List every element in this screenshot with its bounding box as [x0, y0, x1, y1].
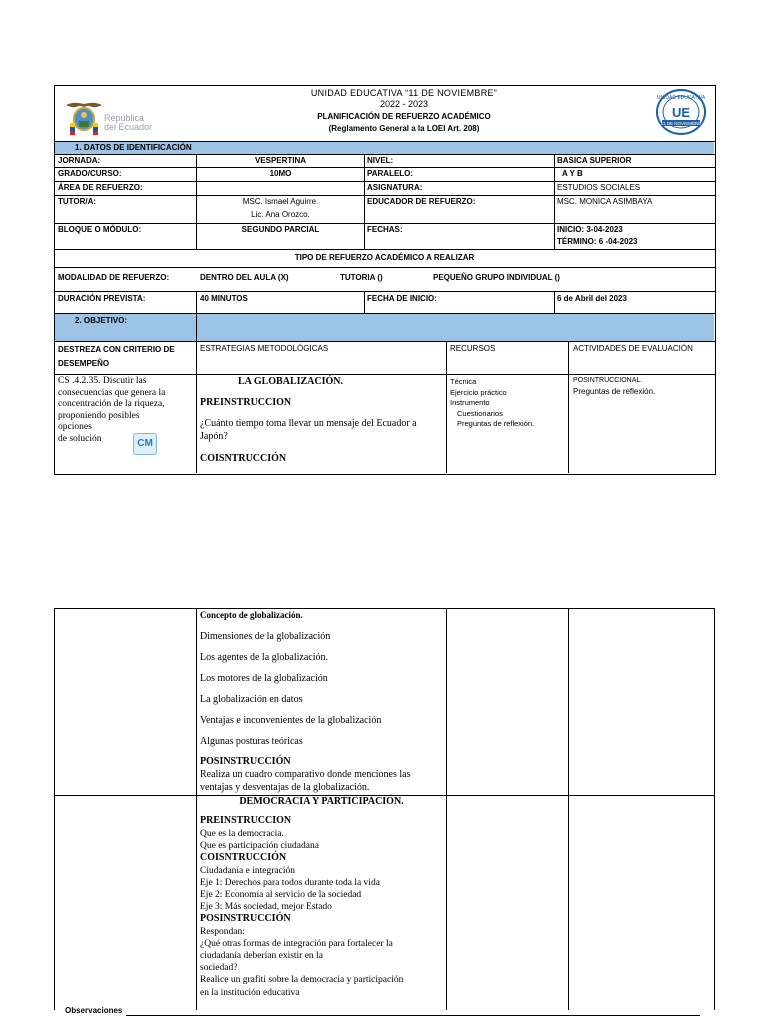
globalizacion-item-2: Los agentes de la globalización. — [200, 652, 329, 663]
posinstruccion-line-1: Realiza un cuadro comparativo donde menciones las — [200, 769, 411, 780]
paralelo-label: PARALELO: — [367, 169, 414, 178]
tutor-value-1: MSC. Ismael Aguirre. — [242, 197, 319, 206]
svg-text:UNIDAD EDUCATIVA: UNIDAD EDUCATIVA — [656, 95, 706, 101]
topic-globalizacion: LA GLOBALIZACIÓN. — [237, 376, 344, 387]
col-destreza-header: DESTREZA CON CRITERIO DE DESEMPEÑO — [58, 345, 175, 368]
globalizacion-item-6: Algunas posturas teóricas — [200, 736, 303, 747]
jornada-label: JORNADA: — [58, 156, 101, 165]
question-line-2: Japón? — [200, 431, 228, 442]
destreza-text: CS .4.2.35. Discutir las consecuencias que genera la concentración de la riqueza, proponiendo posibles opciones de solución — [58, 376, 166, 444]
globalizacion-item-1: Dimensiones de la globalización — [200, 631, 331, 642]
nivel-label: NIVEL: — [367, 156, 394, 165]
fechas-label: FECHAS: — [367, 225, 403, 234]
observaciones-line — [126, 1015, 700, 1016]
modalidad-label: MODALIDAD DE REFUERZO: — [58, 273, 170, 282]
grado-value: 10MO — [269, 169, 292, 178]
educador-value: MSC. MONICA ASIMBAYA — [557, 197, 653, 206]
ecuador-coat-of-arms-icon — [64, 99, 104, 137]
observaciones-label: Observaciones — [65, 1006, 123, 1015]
democracia-content: Que es la democracia. Que es participación ciudadana COISNTRUCCIÓN Ciudadanía e integración Eje 1: Derechos para todos durante toda la vida Eje 2: Economía al servicio de la sociedad Eje 3: Más sociedad, mejor Estado POSINSTRUCCIÓN Respondan: ¿Qué otras formas de integración para fortalecer la ciudadanía deberían existir en la sociedad? Realice un grafiti sobre la democracia y participación en la institución educativa — [200, 829, 404, 998]
fecha-inicio-label: FECHA DE INICIO: — [367, 294, 437, 303]
globalizacion-item-3: Los motores de la globalización — [200, 673, 328, 684]
democracia-title: DEMOCRACIA Y PARTICIPACIÓN. — [239, 796, 404, 807]
preinstruccion-heading: PREINSTRUCCION — [200, 397, 292, 408]
col-estrategias-header: ESTRATEGIAS METODOLÓGICAS — [200, 344, 329, 353]
svg-text:UE: UE — [671, 105, 691, 120]
globalizacion-item-5: Ventajas e inconvenientes de la globalización — [200, 715, 382, 726]
modalidad-option-tutoria: TUTORIA () — [340, 273, 383, 282]
document-title: PLANIFICACIÓN DE REFUERZO ACADÉMICO — [317, 112, 491, 121]
svg-text:11 DE NOVIEMBRE: 11 DE NOVIEMBRE — [660, 121, 702, 126]
logo-left-text: República del Ecuador — [104, 113, 153, 132]
bloque-label: BLOQUE O MÓDULO: — [58, 225, 142, 234]
fecha-inicio-range: INICIO: 3-04-2023 — [557, 225, 623, 234]
tipo-refuerzo-title: TIPO DE REFUERZO ACADÉMICO A REALIZAR — [294, 253, 475, 262]
evaluacion-label: POSINTRUCCIONAL. — [573, 377, 643, 384]
educador-label: EDUCADOR DE REFUERZO: — [367, 197, 476, 206]
globalizacion-item-4: La globalización en datos — [200, 694, 303, 705]
asignatura-label: ASIGNATURA: — [367, 183, 423, 192]
cm-badge-icon: CM — [133, 433, 157, 455]
nivel-value: BASICA SUPERIOR — [557, 156, 632, 165]
duracion-label: DURACIÓN PREVISTA: — [58, 294, 146, 303]
col-recursos-header: RECURSOS — [450, 344, 496, 353]
modalidad-option-aula: DENTRO DEL AULA (X) — [200, 273, 289, 282]
tutor-label: TUTOR/A: — [58, 197, 97, 206]
recursos-list: Técnica Ejercicio práctico Instrumento Cuestionarios Preguntas de reflexión. — [450, 377, 535, 428]
section2-title: 2. OBJETIVO: — [75, 316, 128, 325]
school-year: 2022 - 2023 — [379, 99, 429, 109]
grado-label: GRADO/CURSO: — [58, 169, 122, 178]
coinstruccion-heading: COISNTRUCCIÓN — [200, 453, 287, 464]
jornada-value: VESPERTINA — [254, 156, 307, 165]
posinstruccion-line-2: ventajas y desventajas de la globalización. — [200, 782, 370, 793]
fecha-termino-range: TÉRMINO: 6 -04-2023 — [557, 237, 638, 246]
concepto-globalizacion: Concepto de globalización. — [200, 610, 303, 620]
fecha-inicio-value: 6 de Abril del 2023 — [557, 294, 627, 303]
question-line-1: ¿Cuánto tiempo toma llevar un mensaje del Ecuador a — [200, 418, 417, 429]
section1-title: 1. DATOS DE IDENTIFICACIÓN — [75, 143, 192, 152]
school-name: UNIDAD EDUCATIVA “11 DE NOVIEMBRE” — [310, 88, 498, 98]
bloque-value: SEGUNDO PARCIAL — [241, 225, 320, 234]
regulation-note: (Reglamento General a la LOEI Art. 208) — [328, 124, 480, 133]
school-emblem-icon — [656, 89, 706, 135]
area-label: ÁREA DE REFUERZO: — [58, 183, 143, 192]
posinstruccion-heading: POSINSTRUCCIÓN — [200, 756, 291, 767]
tutor-value-2: Lic. Ana Orozco. — [251, 210, 310, 219]
evaluacion-value: Preguntas de reflexión. — [573, 387, 656, 396]
paralelo-value: A Y B — [562, 169, 583, 178]
duracion-value: 40 MINUTOS — [200, 294, 248, 303]
modalidad-option-grupo: PEQUEÑO GRUPO INDIVIDUAL () — [433, 273, 560, 282]
democracia-preinstruccion: PREINSTRUCCION — [200, 815, 292, 826]
asignatura-value: ESTUDIOS SOCIALES — [557, 183, 641, 192]
col-evaluacion-header: ACTIVIDADES DE EVALUACIÓN — [573, 344, 693, 353]
